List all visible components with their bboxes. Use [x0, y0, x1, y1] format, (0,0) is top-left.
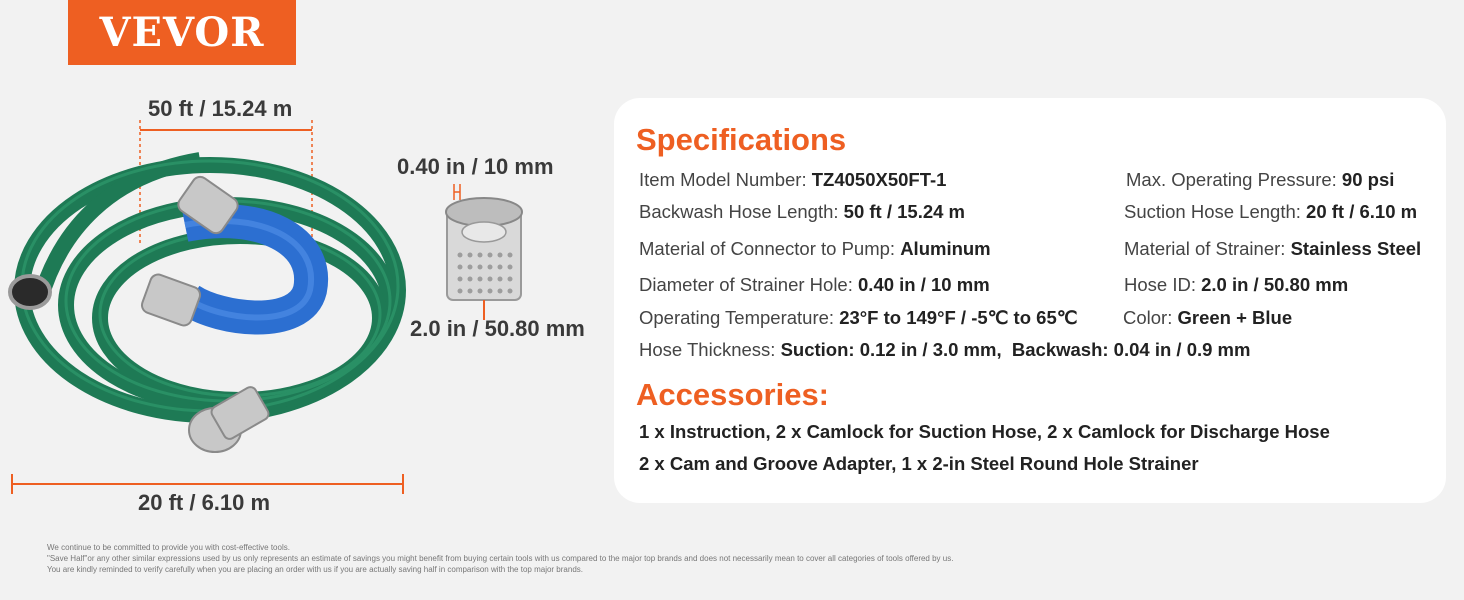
- spec-item-model: Item Model Number: TZ4050X50FT-1: [639, 169, 947, 190]
- disclaimer-line: You are kindly reminded to verify carefully when you are placing an order with us if you are actually saving half in comparison with the top major brands.: [47, 565, 583, 574]
- spec-max-pressure: Max. Operating Pressure: 90 psi: [1126, 169, 1395, 190]
- strainer: [446, 184, 522, 320]
- spec-color: Color: Green + Blue: [1123, 307, 1293, 328]
- accessories-line-2: 2 x Cam and Groove Adapter, 1 x 2-in Steel Round Hole Strainer: [639, 453, 1199, 474]
- spec-hose-id: Hose ID: 2.0 in / 50.80 mm: [1124, 274, 1349, 295]
- hose-end: [10, 276, 50, 308]
- accessories-title: Accessories:: [636, 377, 830, 412]
- spec-strainer-hole: Diameter of Strainer Hole: 0.40 in / 10 mm: [639, 274, 990, 295]
- vevor-logo: VEVOR: [68, 0, 296, 65]
- suction-length-label: 20 ft / 6.10 m: [138, 490, 271, 515]
- spec-strainer-material: Material of Strainer: Stainless Steel: [1124, 238, 1422, 259]
- disclaimer: [47, 542, 953, 575]
- disclaimer-line: "Save Half"or any other similar expressions used by us only represents an estimate of savings you might benefit from buying certain tools with us compared to the major top brands and does not necessarily mean to cover all categories of tools offered by us.: [47, 554, 954, 563]
- specifications-card: [614, 98, 1446, 503]
- spec-suction-length: Suction Hose Length: 20 ft / 6.10 m: [1124, 201, 1418, 222]
- accessories-line-1: 1 x Instruction, 2 x Camlock for Suction Hose, 2 x Camlock for Discharge Hose: [639, 421, 1330, 442]
- spec-operating-temperature: Operating Temperature: 23°F to 149°F / -5℃ to 65℃: [639, 307, 1078, 328]
- spec-backwash-length: Backwash Hose Length: 50 ft / 15.24 m: [639, 201, 965, 222]
- product-illustration: [0, 0, 610, 540]
- backwash-length-label: 50 ft / 15.24 m: [148, 96, 293, 121]
- strainer-hole-label: 0.40 in / 10 mm: [397, 154, 554, 179]
- specifications-title: Specifications: [636, 122, 847, 157]
- strainer-diameter-label: 2.0 in / 50.80 mm: [410, 316, 585, 341]
- spec-hose-thickness: Hose Thickness: Suction: 0.12 in / 3.0 mm, Backwash: 0.04 in / 0.9 mm: [639, 339, 1251, 360]
- spec-connector-material: Material of Connector to Pump: Aluminum: [639, 238, 991, 259]
- backwash-hose: [185, 221, 311, 317]
- disclaimer-line: We continue to be committed to provide you with cost-effective tools.: [47, 543, 290, 552]
